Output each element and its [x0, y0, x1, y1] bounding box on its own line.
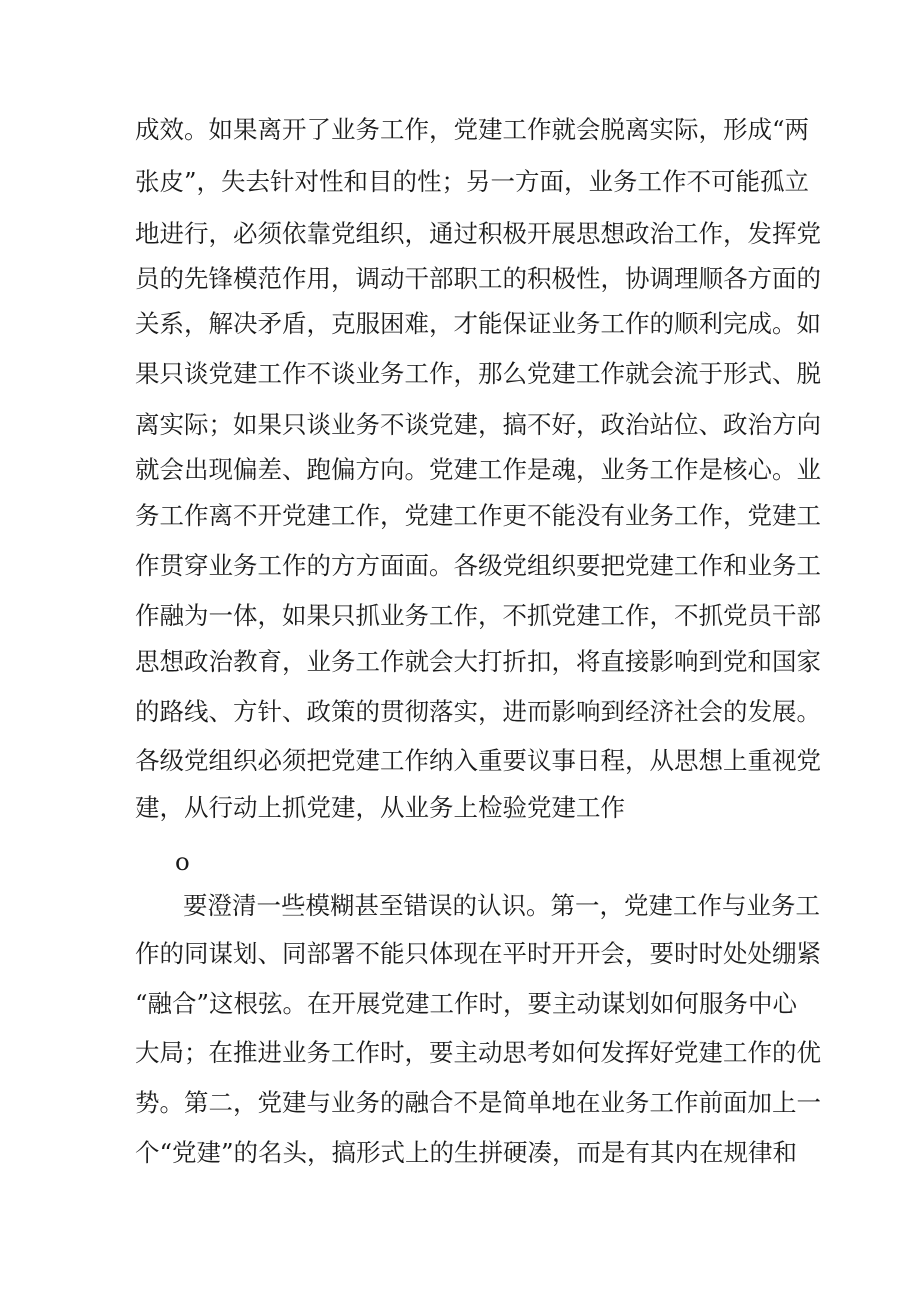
trailing-mark: o — [175, 847, 190, 876]
text-line: 张皮”，失去针对性和目的性；另一方面，业务工作不可能孤立 — [135, 167, 810, 196]
text-line: 个“党建”的名头，搞形式上的生拼硬凑，而是有其内在规律和 — [135, 1138, 798, 1167]
text-line: 作融为一体，如果只抓业务工作，不抓党建工作，不抓党员干部 — [135, 601, 821, 630]
text-line: 大局；在推进业务工作时，要主动思考如何发挥好党建工作的优 — [135, 1038, 821, 1067]
text-line: 员的先锋模范作用，调动干部职工的积极性，协调理顺各方面的 — [135, 264, 821, 293]
text-line: 各级党组织必须把党建工作纳入重要议事日程，从思想上重视党 — [135, 746, 821, 775]
text-line: 的路线、方针、政策的贯彻落实，进而影响到经济社会的发展。 — [135, 697, 821, 726]
text-line: 成效。如果离开了业务工作，党建工作就会脱离实际，形成“两 — [135, 115, 810, 144]
text-line: 作的同谋划、同部署不能只体现在平时开开会，要时时处处绷紧 — [135, 939, 821, 968]
text-line: 离实际；如果只谈业务不谈党建，搞不好，政治站位、政治方向 — [135, 410, 821, 439]
text-line: 思想政治教育，业务工作就会大打折扣，将直接影响到党和国家 — [135, 647, 821, 676]
text-line: 地进行，必须依靠党组织，通过积极开展思想政治工作，发挥党 — [135, 219, 821, 248]
text-line: 就会出现偏差、跑偏方向。党建工作是魂，业务工作是核心。业 — [135, 455, 821, 484]
text-line: 关系，解决矛盾，克服困难，才能保证业务工作的顺利完成。如 — [135, 309, 821, 338]
text-line: 要澄清一些模糊甚至错误的认识。第一，党建工作与业务工 — [183, 891, 820, 920]
text-line: 务工作离不开党建工作，党建工作更不能没有业务工作，党建工 — [135, 501, 821, 530]
text-line: “融合”这根弦。在开展党建工作时，要主动谋划如何服务中心 — [135, 989, 798, 1018]
text-line: 果只谈党建工作不谈业务工作，那么党建工作就会流于形式、脱 — [135, 359, 821, 388]
text-line: 作贯穿业务工作的方方面面。各级党组织要把党建工作和业务工 — [135, 551, 821, 580]
text-line: 建，从行动上抓党建，从业务上检验党建工作 — [135, 793, 625, 822]
text-line: 势。第二，党建与业务的融合不是简单地在业务工作前面加上一 — [135, 1088, 821, 1117]
